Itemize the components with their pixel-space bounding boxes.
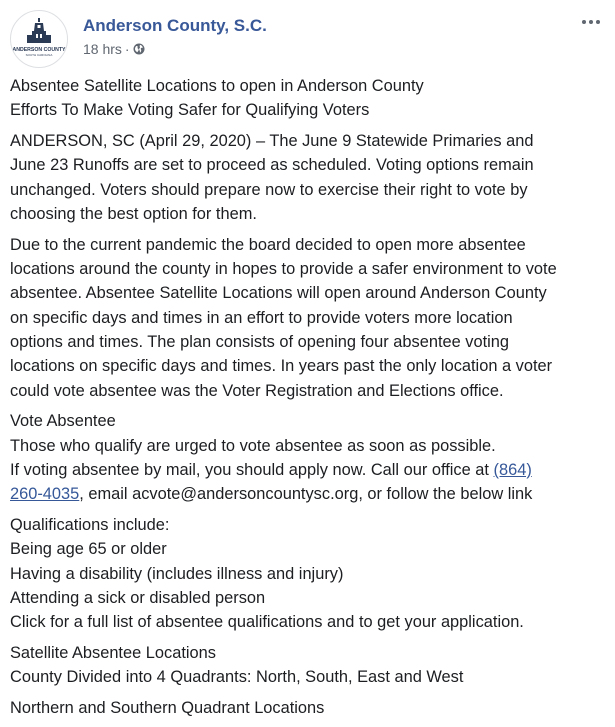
vote-line-text: If voting absentee by mail, you should apply now. Call our office at	[10, 460, 494, 479]
text-line: on specific days and times in an effort to provide voters more location	[10, 308, 513, 327]
post-header	[10, 10, 605, 66]
text-line: June 23 Runoffs are set to proceed as scheduled. Voting options remain	[10, 156, 534, 175]
text-line: unchanged. Voters should prepare now to exercise their right to vote by	[10, 180, 528, 199]
list-item: Attending a sick or disabled person	[10, 588, 266, 607]
title-line-1: Absentee Satellite Locations to open in Anderson County	[10, 77, 424, 95]
text-line: could vote absentee was the Voter Registration and Elections office.	[10, 381, 504, 400]
text-line	[10, 482, 605, 506]
county-logo	[11, 11, 67, 67]
text-line: options and times. The plan consists of opening four absentee voting	[10, 332, 510, 351]
satellite-section	[10, 641, 605, 690]
post-meta	[83, 41, 145, 57]
page-name-link[interactable]: Anderson County, S.C.	[83, 16, 267, 35]
list-item: Being age 65 or older	[10, 540, 167, 559]
quadrant-section	[10, 696, 605, 720]
text-line: locations on specific days and times. In years past the only location a voter	[10, 357, 553, 376]
text-line: Those who qualify are urged to vote absentee as soon as possible.	[10, 436, 496, 455]
quadrant-heading: Northern and Southern Quadrant Locations	[10, 699, 325, 718]
text-line: locations around the county in hopes to provide a safer environment to vote	[10, 260, 557, 279]
qualifications-section	[10, 513, 605, 634]
post-timestamp[interactable]: 18 hrs	[83, 41, 122, 57]
text-line: choosing the best option for them.	[10, 204, 257, 223]
list-item: Having a disability (includes illness and injury)	[10, 564, 344, 583]
title-line-2: Efforts To Make Voting Safer for Qualifying Voters	[10, 101, 370, 120]
paragraph-intro	[10, 129, 605, 226]
dot-icon	[596, 20, 600, 24]
phone-link[interactable]: (864)	[493, 460, 532, 479]
text-line	[10, 458, 605, 482]
vote-heading: Vote Absentee	[10, 412, 116, 431]
email-text: , email acvote@andersoncountysc.org, or follow the below link	[79, 485, 533, 504]
post-body	[10, 74, 605, 727]
post-title	[10, 74, 605, 123]
vote-absentee-section	[10, 409, 605, 506]
globe-icon[interactable]	[133, 43, 145, 55]
text-line: absentee. Absentee Satellite Locations will open around Anderson County	[10, 284, 547, 303]
paragraph-pandemic	[10, 233, 605, 403]
list-item: Click for a full list of absentee qualifications and to get your application.	[10, 613, 524, 632]
dot-icon	[589, 20, 593, 24]
phone-link[interactable]: 260-4035	[10, 485, 80, 504]
text-line: ANDERSON, SC (April 29, 2020) – The June 9 Statewide Primaries and	[10, 132, 534, 151]
more-options-icon[interactable]	[579, 12, 603, 32]
text-line: Due to the current pandemic the board decided to open more absentee	[10, 235, 526, 254]
text-line: County Divided into 4 Quadrants: North, South, East and West	[10, 668, 464, 687]
logo-text: ANDERSON COUNTY	[12, 47, 66, 53]
meta-separator: ·	[124, 41, 130, 57]
page-avatar[interactable]	[10, 10, 68, 68]
logo-subtext: SOUTH CAROLINA	[25, 53, 53, 57]
dot-icon	[582, 20, 586, 24]
qualifications-heading: Qualifications include:	[10, 516, 170, 535]
satellite-heading: Satellite Absentee Locations	[10, 644, 216, 663]
